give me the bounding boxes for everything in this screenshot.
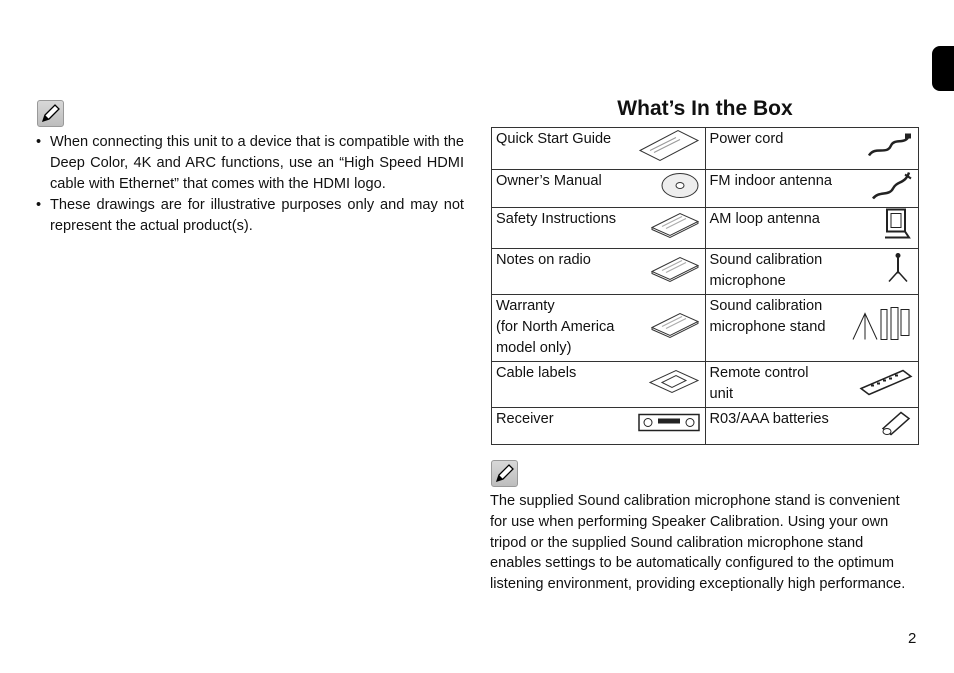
item-cell (492, 128, 706, 170)
microphone-stand-icon (851, 306, 913, 351)
item-cell (492, 295, 706, 362)
item-cell (705, 249, 919, 295)
item-label: Owner’s Manual (496, 173, 602, 189)
box-title: What’s In the Box (617, 97, 793, 120)
item-label: Sound calibration microphone stand (709, 298, 826, 335)
item-label: Power cord (709, 131, 784, 147)
item-label: Warranty (for North America model only) (496, 298, 615, 356)
note-item: • When connecting this unit to a device that is compatible with the Deep Color, 4K and ARC functions, use an “High Speed HDMI cable with Ethernet” that comes with the HDMI logo. (36, 132, 464, 195)
item-label: R03/AAA batteries (709, 411, 829, 427)
cable-labels-icon (648, 368, 700, 401)
remote-control-icon (859, 366, 913, 403)
power-cord-icon (865, 131, 913, 166)
note-item: • These drawings are for illustrative purposes only and may not represent the actual product(s). (36, 195, 464, 237)
item-label: Receiver (496, 411, 554, 427)
booklet-icon (650, 210, 700, 247)
pencil-note-icon (491, 460, 518, 487)
stand-note-paragraph: The supplied Sound calibration microphone stand is convenient for use when performing Speaker Calibration. Using your own tripod or the supplied Sound calibration microphone stand enables settings to be automatically configured to the optimum listening environment, providing exceptionally high performance. (490, 493, 906, 593)
page-number: 2 (908, 630, 917, 647)
box-contents-table (491, 127, 919, 445)
item-cell (705, 408, 919, 445)
item-cell (492, 408, 706, 445)
fm-antenna-icon (869, 170, 913, 207)
item-label: FM indoor antenna (709, 173, 833, 189)
receiver-icon (638, 412, 700, 441)
pencil-note-icon (37, 100, 64, 127)
quick-start-guide-icon (638, 128, 700, 169)
item-label: Cable labels (496, 365, 577, 381)
item-cell (705, 208, 919, 249)
batteries-icon (879, 409, 913, 444)
microphone-icon (883, 251, 913, 292)
item-cell (492, 249, 706, 295)
booklet-icon (650, 310, 700, 347)
item-label: Sound calibration microphone (709, 252, 823, 289)
item-cell (492, 208, 706, 249)
item-cell (492, 170, 706, 208)
item-cell (492, 362, 706, 408)
cd-rom-icon (660, 171, 700, 206)
item-cell (705, 362, 919, 408)
am-loop-antenna-icon (883, 208, 913, 249)
booklet-icon (650, 253, 700, 290)
item-cell (705, 170, 919, 208)
section-tab-marker (932, 46, 954, 91)
item-cell (705, 295, 919, 362)
item-label: Quick Start Guide (496, 131, 612, 147)
item-label: Notes on radio (496, 252, 591, 268)
item-cell (705, 128, 919, 170)
item-label: Safety Instructions (496, 211, 617, 227)
item-label: Remote control unit (709, 365, 809, 402)
left-note-list (36, 132, 464, 237)
item-label: AM loop antenna (709, 211, 820, 227)
